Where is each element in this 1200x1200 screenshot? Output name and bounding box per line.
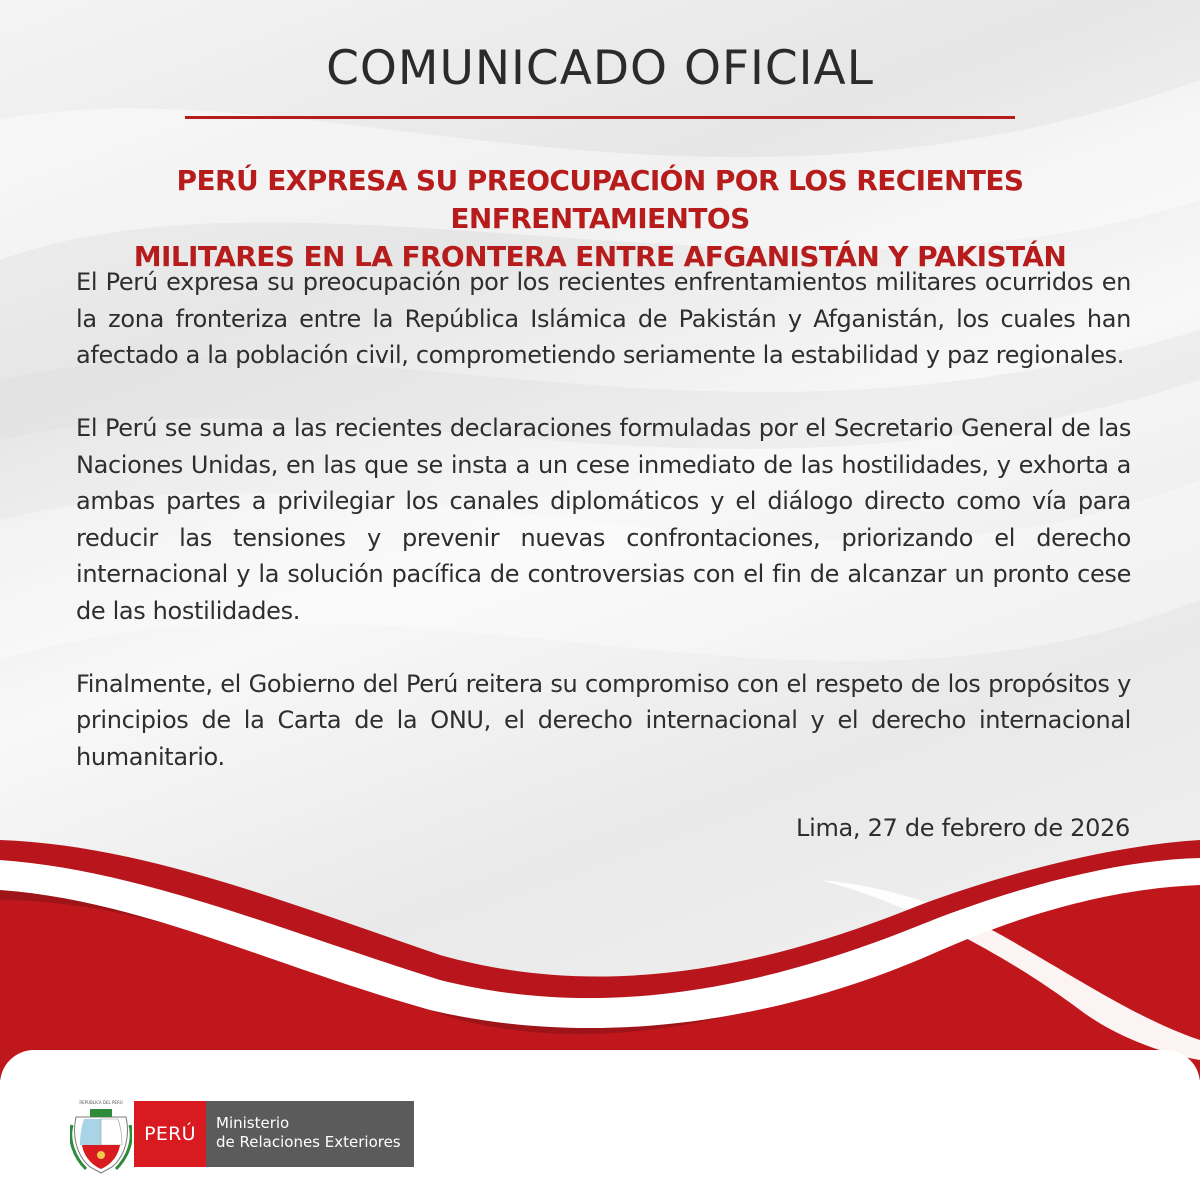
- peru-brand-logo: PERÚ: [134, 1101, 206, 1167]
- paragraph-3: Finalmente, el Gobierno del Perú reitera su compromiso con el respeto de los propósitos y principios de la Carta de la ONU, el derecho internacional y el derecho internacional humanitario.: [76, 669, 1131, 771]
- title-divider: [185, 116, 1015, 119]
- ministry-name-line-1: Ministerio: [216, 1114, 290, 1132]
- page-title: COMUNICADO OFICIAL: [326, 41, 874, 96]
- headline: [60, 162, 1140, 276]
- dateline: Lima, 27 de febrero de 2026: [796, 814, 1130, 842]
- paragraph-1: El Perú expresa su preocupación por los recientes enfrentamientos militares ocurridos en la zona fronteriza entre la República Islámica de Pakistán y Afganistán, los cuales han afectado a la población civil, comprometiendo seriamente la estabilidad y paz regionales.: [76, 268, 1131, 369]
- crest-caption: REPÚBLICA DEL PERÚ: [79, 1100, 123, 1105]
- ministry-logo: [206, 1101, 414, 1167]
- headline-line-2: MILITARES EN LA FRONTERA ENTRE AFGANISTÁN Y PAKISTÁN: [133, 240, 1067, 273]
- flag-ribbon: [0, 840, 1200, 1080]
- paragraph-2: El Perú se suma a las recientes declaraciones formuladas por el Secretario General de las Naciones Unidas, en las que se insta a un cese inmediato de las hostilidades, y exhorta a ambas partes a privilegiar los canales diplomáticos y el diálogo directo como vía para reducir las tensiones y prevenir nuevas confrontaciones, priorizando el derecho internacional y la solución pacífica de controversias con el fin de alcanzar un pronto cese de las hostilidades.: [76, 414, 1131, 625]
- ministry-name-line-2: de Relaciones Exteriores: [216, 1133, 401, 1151]
- headline-line-1: PERÚ EXPRESA SU PREOCUPACIÓN POR LOS RECIENTES ENFRENTAMIENTOS: [176, 164, 1024, 235]
- coat-of-arms-icon: [70, 1095, 132, 1175]
- statement-body: [76, 264, 1131, 812]
